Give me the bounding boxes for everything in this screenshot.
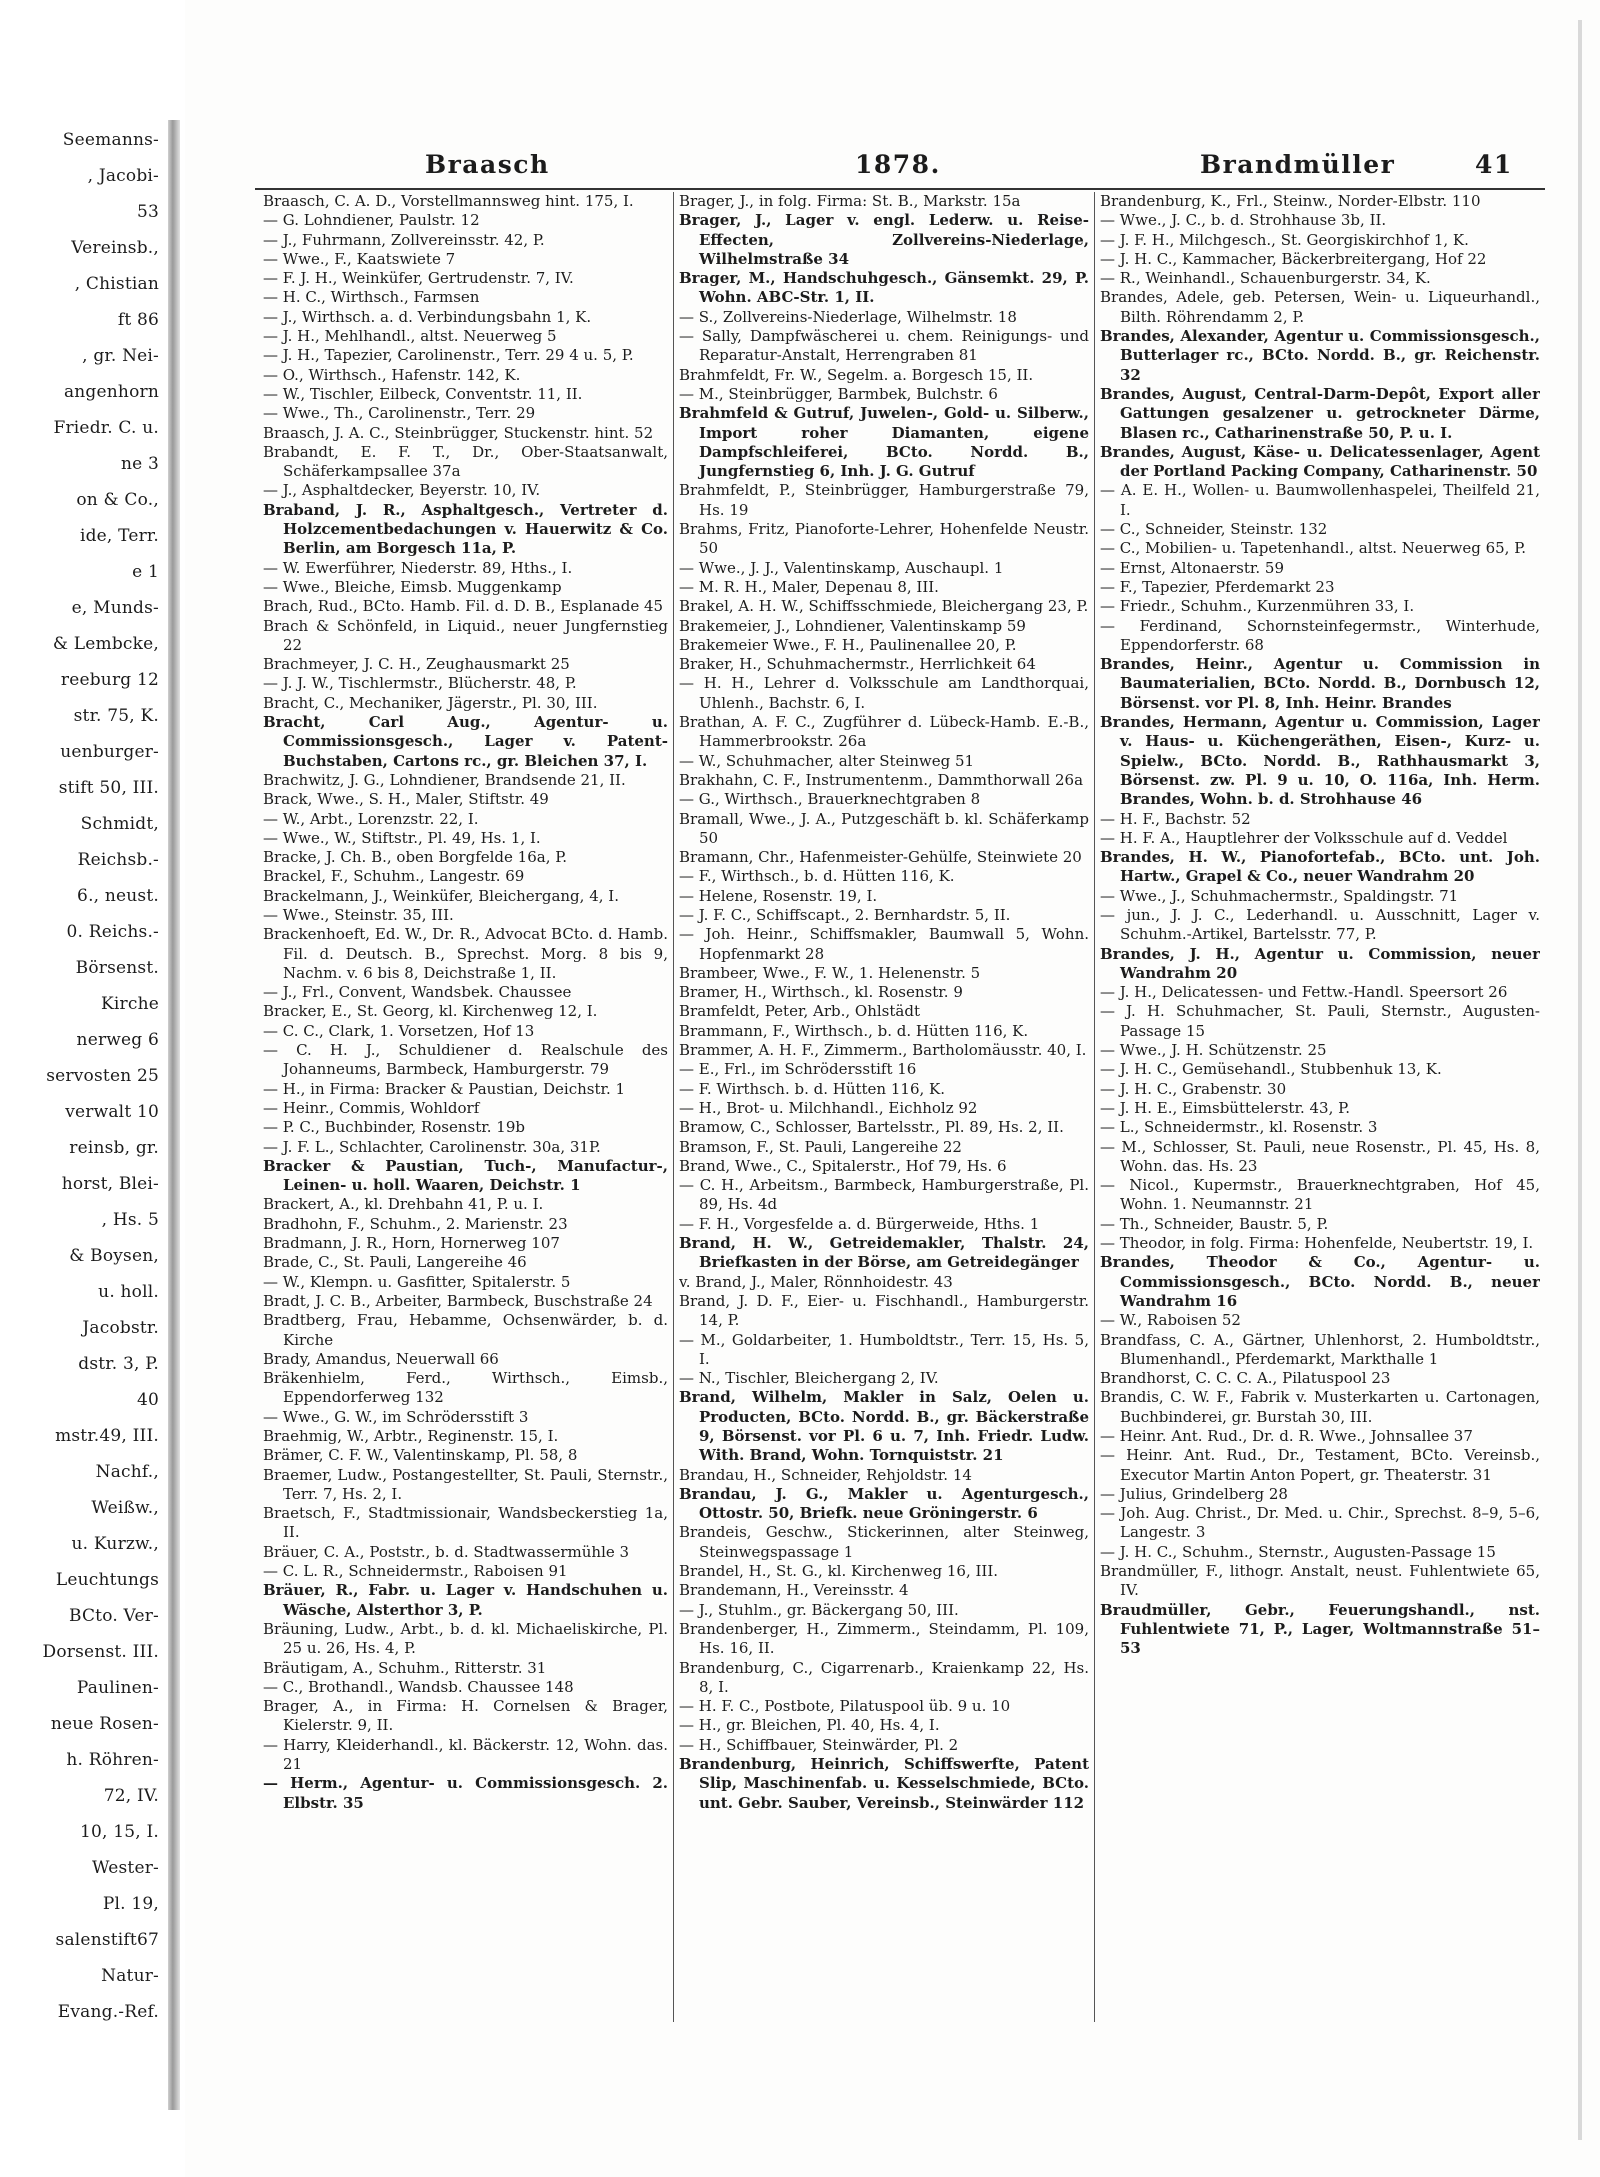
previous-page-fragment: Friedr. C. u. <box>53 418 159 438</box>
directory-entry: Bracht, C., Mechaniker, Jägerstr., Pl. 30, III. <box>263 693 598 712</box>
previous-page-fragment: Leuchtungs <box>55 1570 159 1590</box>
directory-entry: — C., Schneider, Steinstr. 132 <box>1100 520 1328 539</box>
previous-page-fragment: Paulinen- <box>76 1678 159 1698</box>
directory-entry: Braasch, C. A. D., Vorstellmannsweg hint. 175, I. <box>263 192 634 210</box>
directory-entry: — Wwe., F., Kaatswiete 7 <box>263 249 456 268</box>
directory-entry: Brandes, August, Käse- u. Delicatessenlager, Agent der Portland Packing Company, Catharinenstr. 50 <box>1100 442 1540 481</box>
directory-entry: Brahmfeldt, Fr. W., Segelm. a. Borgesch 15, II. <box>679 365 1034 384</box>
directory-entry: Bradhohn, F., Schuhm., 2. Marienstr. 23 <box>263 1214 568 1233</box>
directory-entry: Bräuning, Ludw., Arbt., b. d. kl. Michaeliskirche, Pl. 25 u. 26, Hs. 4, P. <box>263 1619 668 1658</box>
previous-page-strip <box>0 130 165 2090</box>
directory-entry: — Joh. Heinr., Schiffsmakler, Baumwall 5, Wohn. Hopfenmarkt 28 <box>679 925 1089 963</box>
directory-entry: — Heinr., Commis, Wohldorf <box>263 1098 480 1117</box>
directory-entry: — S., Zollvereins-Niederlage, Wilhelmstr. 18 <box>679 307 1017 326</box>
previous-page-fragment: 6., neust. <box>77 886 159 906</box>
directory-entry: — H., in Firma: Bracker & Paustian, Deichstr. 1 <box>263 1079 626 1098</box>
previous-page-fragment: Weißw., <box>91 1498 159 1518</box>
previous-page-fragment: Natur- <box>101 1966 159 1986</box>
previous-page-fragment: 72, IV. <box>103 1786 159 1806</box>
previous-page-fragment: ne 3 <box>120 454 159 474</box>
directory-entry: Brandes, Theodor & Co., Agentur- u. Commissionsgesch., BCto. Nordd. B., neuer Wandrahm 16 <box>1100 1253 1540 1310</box>
directory-entry: — J., Asphaltdecker, Beyerstr. 10, IV. <box>263 481 541 500</box>
directory-entry: Brack, Wwe., S. H., Maler, Stiftstr. 49 <box>263 790 549 809</box>
previous-page-fragment: mstr.49, III. <box>55 1426 159 1446</box>
directory-entry: — J. H. E., Eimsbüttelerstr. 43, P. <box>1100 1098 1350 1117</box>
previous-page-fragment: 10, 15, I. <box>80 1822 159 1842</box>
page-number: 41 <box>1475 150 1513 179</box>
directory-entry: — Sally, Dampfwäscherei u. chem. Reinigungs- und Reparatur-Anstalt, Herrengraben 81 <box>679 327 1089 365</box>
directory-entry: Bramson, F., St. Pauli, Langereihe 22 <box>679 1137 962 1156</box>
book-gutter <box>168 120 180 2110</box>
directory-entry: — Helene, Rosenstr. 19, I. <box>679 886 878 905</box>
previous-page-fragment: Wester- <box>91 1858 159 1878</box>
directory-entry: — J. H. C., Gemüsehandl., Stubbenhuk 13, K. <box>1100 1060 1442 1079</box>
previous-page-fragment: Börsenst. <box>75 958 159 978</box>
directory-entry: — J. F. L., Schlachter, Carolinenstr. 30a, 31P. <box>263 1137 601 1156</box>
directory-entry: — H., Brot- u. Milchhandl., Eichholz 92 <box>679 1098 978 1117</box>
directory-entry: Bradmann, J. R., Horn, Hornerweg 107 <box>263 1234 560 1253</box>
page-header <box>185 150 1600 190</box>
directory-page <box>185 0 1600 2177</box>
directory-entry: Brandau, J. G., Makler u. Agenturgesch., Ottostr. 50, Briefk. neue Gröningerstr. 6 <box>679 1484 1089 1523</box>
directory-entry: Bräkenhielm, Ferd., Wirthsch., Eimsb., Eppendorferweg 132 <box>263 1369 668 1407</box>
directory-entry: — J., Fuhrmann, Zollvereinsstr. 42, P. <box>263 230 545 249</box>
directory-entry: Bramow, C., Schlosser, Bartelsstr., Pl. 89, Hs. 2, II. <box>679 1118 1064 1137</box>
directory-entry: — Wwe., Th., Carolinenstr., Terr. 29 <box>263 404 536 423</box>
directory-entry: — J. H., Delicatessen- und Fettw.-Handl. Speersort 26 <box>1100 983 1508 1002</box>
previous-page-fragment: 0. Reichs.- <box>66 922 159 942</box>
directory-entry: — W., Raboisen 52 <box>1100 1311 1241 1330</box>
directory-entry: Bräutigam, A., Schuhm., Ritterstr. 31 <box>263 1658 547 1677</box>
previous-page-fragment: Kirche <box>101 994 159 1014</box>
directory-entry: — W., Schuhmacher, alter Steinweg 51 <box>679 751 975 770</box>
directory-entry: Brandemann, H., Vereinsstr. 4 <box>679 1581 909 1600</box>
directory-entry: — F., Wirthsch., b. d. Hütten 116, K. <box>679 867 955 886</box>
directory-entry: — N., Tischler, Bleichergang 2, IV. <box>679 1369 939 1388</box>
directory-entry: Brahmfeldt, P., Steinbrügger, Hamburgerstraße 79, Hs. 19 <box>679 481 1089 519</box>
directory-entry: — H., Schiffbauer, Steinwärder, Pl. 2 <box>679 1735 959 1754</box>
directory-entry: Brandis, C. W. F., Fabrik v. Musterkarten u. Cartonagen, Buchbinderei, gr. Burstah 30, III. <box>1100 1388 1540 1426</box>
directory-entry: — C., Brothandl., Wandsb. Chaussee 148 <box>263 1677 574 1696</box>
directory-entry: Brager, J., Lager v. engl. Lederw. u. Reise-Effecten, Zollvereins-Niederlage, Wilhelmstraße 34 <box>679 211 1089 268</box>
previous-page-fragment: Vereinsb., <box>71 238 159 258</box>
directory-entry: — H. F. A., Hauptlehrer der Volksschule auf d. Veddel <box>1100 828 1508 847</box>
directory-entry: Brammann, F., Wirthsch., b. d. Hütten 116, K. <box>679 1021 1029 1040</box>
previous-page-fragment: horst, Blei- <box>61 1174 159 1194</box>
directory-entry: — G. Lohndiener, Paulstr. 12 <box>263 211 480 230</box>
directory-entry: Brandenburg, Heinrich, Schiffswerfte, Patent Slip, Maschinenfab. u. Kesselschmiede, BCto. unt. Gebr. Sauber, Vereinsb., Steinwärder 112 <box>679 1755 1089 1812</box>
previous-page-fragment: , Jacobi- <box>87 166 159 186</box>
directory-entry: — Wwe., G. W., im Schrödersstift 3 <box>263 1407 529 1426</box>
directory-entry: — J. F. H., Milchgesch., St. Georgiskirchhof 1, K. <box>1100 230 1469 249</box>
directory-entry: — F. H., Vorgesfelde a. d. Bürgerweide, Hths. 1 <box>679 1214 1040 1233</box>
directory-entry: — Harry, Kleiderhandl., kl. Bäckerstr. 12, Wohn. das. 21 <box>263 1735 668 1774</box>
directory-entry: — Wwe., Steinstr. 35, III. <box>263 905 454 924</box>
directory-entry: — H. F. C., Postbote, Pilatuspool üb. 9 u. 10 <box>679 1697 1011 1716</box>
previous-page-fragment: str. 75, K. <box>73 706 159 726</box>
directory-entry: — Theodor, in folg. Firma: Hohenfelde, Neubertstr. 19, I. <box>1100 1234 1534 1253</box>
directory-entry: — O., Wirthsch., Hafenstr. 142, K. <box>263 365 521 384</box>
previous-page-fragment: Seemanns- <box>62 130 159 150</box>
previous-page-fragment: u. Kurzw., <box>71 1534 159 1554</box>
previous-page-fragment: ft 86 <box>117 310 159 330</box>
header-rule <box>255 188 1545 190</box>
directory-entry: Brandfass, C. A., Gärtner, Uhlenhorst, 2. Humboldtstr., Blumenhandl., Pferdemarkt, Markthalle 1 <box>1100 1330 1540 1368</box>
directory-entry: Brackelmann, J., Weinküfer, Bleichergang, 4, I. <box>263 886 619 905</box>
previous-page-fragment: salenstift67 <box>55 1930 159 1950</box>
directory-entry: Brade, C., St. Pauli, Langereihe 46 <box>263 1253 527 1272</box>
directory-entry: v. Brand, J., Maler, Rönnhoidestr. 43 <box>679 1272 953 1291</box>
directory-entry: — J. H. Schuhmacher, St. Pauli, Sternstr., Augusten-Passage 15 <box>1100 1002 1540 1040</box>
column-divider-2 <box>1094 192 1095 2022</box>
directory-entry: Brady, Amandus, Neuerwall 66 <box>263 1349 499 1368</box>
previous-page-fragment: Dorsenst. III. <box>42 1642 159 1662</box>
directory-entry: — G., Wirthsch., Brauerknechtgraben 8 <box>679 790 981 809</box>
directory-entry: — Heinr. Ant. Rud., Dr., Testament, BCto. Vereinsb., Executor Martin Anton Popert, gr. Theaterstr. 31 <box>1100 1446 1540 1484</box>
previous-page-fragment: on & Co., <box>76 490 159 510</box>
directory-entry: — R., Weinhandl., Schauenburgerstr. 34, K. <box>1100 269 1431 288</box>
directory-entry: Braetsch, F., Stadtmissionair, Wandsbeckerstieg 1a, II. <box>263 1504 668 1542</box>
directory-entry: Brakemeier, J., Lohndiener, Valentinskamp 59 <box>679 616 1026 635</box>
directory-entry: Brand, Wilhelm, Makler in Salz, Oelen u. Producten, BCto. Nordd. B., gr. Bäckerstraße 9, Börsenst. vor Pl. 6 u. 7, Inh. Friedr. Ludw. With. Brand, Wohn. Tornquiststr. 21 <box>679 1388 1089 1465</box>
directory-entry: — E., Frl., im Schrödersstift 16 <box>679 1060 917 1079</box>
directory-entry: Braudmüller, Gebr., Feuerungshandl., nst. Fuhlentwiete 71, P., Lager, Woltmannstraße 51–53 <box>1100 1600 1540 1658</box>
directory-entry: — C. H. J., Schuldiener d. Realschule des Johanneums, Barmbeck, Hamburgerstr. 79 <box>263 1041 668 1079</box>
directory-entry: — Ernst, Altonaerstr. 59 <box>1100 558 1285 577</box>
directory-entry: — W., Arbt., Lorenzstr. 22, I. <box>263 809 479 828</box>
directory-entry: Bräuer, C. A., Poststr., b. d. Stadtwassermühle 3 <box>263 1542 630 1561</box>
directory-entry: Brandes, Adele, geb. Petersen, Wein- u. Liqueurhandl., Bilth. Röhrendamm 2, P. <box>1100 288 1540 326</box>
directory-entry: Brach, Rud., BCto. Hamb. Fil. d. D. B., Esplanade 45 <box>263 597 664 616</box>
previous-page-fragment: e 1 <box>132 562 159 582</box>
directory-entry: Brandel, H., St. G., kl. Kirchenweg 16, III. <box>679 1562 999 1581</box>
directory-entry: Brandmüller, F., lithogr. Anstalt, neust. Fuhlentwiete 65, IV. <box>1100 1562 1540 1600</box>
previous-page-fragment: 53 <box>136 202 159 222</box>
directory-entry: — A. E. H., Wollen- u. Baumwollenhaspelei, Theilfeld 21, I. <box>1100 481 1540 519</box>
directory-entry: Bräuer, R., Fabr. u. Lager v. Handschuhen u. Wäsche, Alsterthor 3, P. <box>263 1581 668 1619</box>
previous-page-fragment: ide, Terr. <box>79 526 159 546</box>
directory-entry: Brandes, August, Central-Darm-Depôt, Export aller Gattungen gesalzener u. getrockneter Därme, Blasen rc., Catharinenstraße 50, P. u. I. <box>1100 384 1540 442</box>
directory-entry: Brahms, Fritz, Pianoforte-Lehrer, Hohenfelde Neustr. 50 <box>679 520 1089 558</box>
column-1 <box>263 192 668 2022</box>
previous-page-fragment: verwalt 10 <box>65 1102 159 1122</box>
directory-entry: — J. H. C., Kammacher, Bäckerbreitergang, Hof 22 <box>1100 249 1487 268</box>
directory-entry: — M., Steinbrügger, Barmbek, Bulchstr. 6 <box>679 384 998 403</box>
directory-entry: — F., Tapezier, Pferdemarkt 23 <box>1100 577 1335 596</box>
directory-entry: Brachwitz, J. G., Lohndiener, Brandsende 21, II. <box>263 770 626 789</box>
directory-entry: — C. C., Clark, 1. Vorsetzen, Hof 13 <box>263 1021 535 1040</box>
directory-entry: — W. Ewerführer, Niederstr. 89, Hths., I. <box>263 558 573 577</box>
directory-entry: — J. J. W., Tischlermstr., Blücherstr. 48, P. <box>263 674 577 693</box>
previous-page-fragment: angenhorn <box>63 382 159 402</box>
previous-page-fragment: , Hs. 5 <box>101 1210 159 1230</box>
directory-entry: Brakhahn, C. F., Instrumentenm., Dammthorwall 26a <box>679 770 1084 789</box>
directory-entry: — Ferdinand, Schornsteinfegermstr., Winterhude, Eppendorferstr. 68 <box>1100 616 1540 654</box>
directory-entry: — J., Frl., Convent, Wandsbek. Chaussee <box>263 983 572 1002</box>
directory-entry: — P. C., Buchbinder, Rosenstr. 19b <box>263 1118 525 1137</box>
directory-entry: Bramfeldt, Peter, Arb., Ohlstädt <box>679 1002 920 1021</box>
directory-entry: Brandes, Alexander, Agentur u. Commissionsgesch., Butterlager rc., BCto. Nordd. B., gr. Reichenstr. 32 <box>1100 327 1540 384</box>
previous-page-fragment: servosten 25 <box>46 1066 159 1086</box>
directory-entry: — Heinr. Ant. Rud., Dr. d. R. Wwe., Johnsallee 37 <box>1100 1427 1473 1445</box>
directory-entry: Brakemeier Wwe., F. H., Paulinenallee 20, P. <box>679 635 1017 654</box>
previous-page-fragment: Evang.-Ref. <box>57 2002 159 2022</box>
previous-page-fragment: Schmidt, <box>80 814 159 834</box>
directory-entry: Brandhorst, C. C. C. A., Pilatuspool 23 <box>1100 1369 1391 1388</box>
directory-entry: Brager, M., Handschuhgesch., Gänsemkt. 29, P. Wohn. ABC-Str. 1, II. <box>679 269 1089 307</box>
directory-entry: Brandes, H. W., Pianofortefab., BCto. unt. Joh. Hartw., Grapel & Co., neuer Wandrahm 20 <box>1100 848 1540 886</box>
directory-entry: Brahmfeld & Gutruf, Juwelen-, Gold- u. Silberw., Import roher Diamanten, eigene Dampfschleiferei, BCto. Nordd. B., Jungfernstieg 6, Inh. J. G. Gutruf <box>679 404 1089 481</box>
directory-entry: Brandenburg, C., Cigarrenarb., Kraienkamp 22, Hs. 8, I. <box>679 1658 1089 1696</box>
previous-page-fragment: neue Rosen- <box>50 1714 159 1734</box>
directory-entry: Brach & Schönfeld, in Liquid., neuer Jungfernstieg 22 <box>263 616 668 654</box>
directory-entry: — H. F., Bachstr. 52 <box>1100 809 1251 828</box>
directory-entry: Brammer, A. H. F., Zimmerm., Bartholomäusstr. 40, I. <box>679 1041 1087 1060</box>
directory-entry: — Wwe., Bleiche, Eimsb. Muggenkamp <box>263 577 562 596</box>
directory-entry: Braemer, Ludw., Postangestellter, St. Pauli, Sternstr., Terr. 7, Hs. 2, I. <box>263 1465 668 1503</box>
directory-entry: — Herm., Agentur- u. Commissionsgesch. 2. Elbstr. 35 <box>263 1774 668 1812</box>
page-edge <box>1578 20 1582 2140</box>
directory-entry: Brand, Wwe., C., Spitalerstr., Hof 79, Hs. 6 <box>679 1156 1007 1175</box>
column-divider-1 <box>673 192 674 2022</box>
directory-entry: Brandes, J. H., Agentur u. Commission, neuer Wandrahm 20 <box>1100 944 1540 982</box>
previous-page-fragment: Reichsb.- <box>77 850 159 870</box>
previous-page-fragment: 40 <box>136 1390 159 1410</box>
previous-page-fragment: Pl. 19, <box>102 1894 159 1914</box>
previous-page-fragment: nerweg 6 <box>76 1030 159 1050</box>
directory-entry: — W., Tischler, Eilbeck, Conventstr. 11, II. <box>263 384 583 403</box>
previous-page-fragment: h. Röhren- <box>66 1750 159 1770</box>
directory-entry: — Th., Schneider, Baustr. 5, P. <box>1100 1214 1329 1233</box>
directory-entry: — Nicol., Kupermstr., Brauerknechtgraben, Hof 45, Wohn. 1. Neumannstr. 21 <box>1100 1176 1540 1214</box>
directory-entry: — J., Stuhlm., gr. Bäckergang 50, III. <box>679 1600 959 1619</box>
previous-page-fragment: stift 50, III. <box>58 778 159 798</box>
previous-page-fragment: Nachf., <box>95 1462 159 1482</box>
directory-entry: Braasch, J. A. C., Steinbrügger, Stuckenstr. hint. 52 <box>263 423 654 442</box>
directory-entry: Bramer, H., Wirthsch., kl. Rosenstr. 9 <box>679 983 963 1002</box>
directory-entry: — H. H., Lehrer d. Volksschule am Landthorquai, Uhlenh., Bachstr. 6, I. <box>679 674 1089 712</box>
column-2 <box>679 192 1089 2022</box>
directory-entry: Braehmig, W., Arbtr., Reginenstr. 15, I. <box>263 1427 559 1445</box>
directory-entry: Braker, H., Schuhmachermstr., Herrlichkeit 64 <box>679 655 1036 674</box>
directory-entry: — Wwe., J. C., b. d. Strohhause 3b, II. <box>1100 211 1387 230</box>
previous-page-fragment: u. holl. <box>98 1282 159 1302</box>
directory-entry: — J. H. C., Schuhm., Sternstr., Augusten-Passage 15 <box>1100 1542 1496 1561</box>
directory-entry: — Wwe., W., Stiftstr., Pl. 49, Hs. 1, I. <box>263 828 541 847</box>
previous-page-fragment: Jacobstr. <box>82 1318 159 1338</box>
directory-entry: Brackert, A., kl. Drehbahn 41, P. u. I. <box>263 1195 544 1214</box>
directory-entry: Bracker, E., St. Georg, kl. Kirchenweg 12, I. <box>263 1002 598 1021</box>
previous-page-fragment: & Boysen, <box>69 1246 159 1266</box>
directory-entry: Brämer, C. F. W., Valentinskamp, Pl. 58, 8 <box>263 1446 578 1465</box>
previous-page-fragment: e, Munds- <box>71 598 159 618</box>
directory-entry: Braband, J. R., Asphaltgesch., Vertreter d. Holzcementbedachungen v. Hauerwitz & Co. Berlin, am Borgesch 11a, P. <box>263 500 668 558</box>
previous-page-fragment: reeburg 12 <box>60 670 159 690</box>
directory-entry: — Wwe., J. H. Schützenstr. 25 <box>1100 1041 1327 1060</box>
directory-entry: Brabandt, E. F. T., Dr., Ober-Staatsanwalt, Schäferkampsallee 37a <box>263 442 668 481</box>
directory-entry: Brandes, Heinr., Agentur u. Commission in Baumaterialien, BCto. Nordd. B., Dornbusch 12, Börsenst. vor Pl. 8, Inh. Heinr. Brandes <box>1100 655 1540 712</box>
directory-entry: Brand, H. W., Getreidemakler, Thalstr. 24, Briefkasten in der Börse, am Getreidegänger <box>679 1234 1089 1272</box>
directory-entry: Brandau, H., Schneider, Rehjoldstr. 14 <box>679 1465 972 1484</box>
header-year: 1878. <box>855 150 941 179</box>
directory-entry: Brager, A., in Firma: H. Cornelsen & Brager, Kielerstr. 9, II. <box>263 1697 668 1735</box>
directory-entry: — C., Mobilien- u. Tapetenhandl., altst. Neuerweg 65, P. <box>1100 539 1527 558</box>
directory-entry: Bramann, Chr., Hafenmeister-Gehülfe, Steinwiete 20 <box>679 848 1082 867</box>
directory-entry: Brackenhoeft, Ed. W., Dr. R., Advocat BCto. d. Hamb. Fil. d. Deutsch. B., Sprechst. Morg. 8 bis 9, Nachm. v. 6 bis 8, Deichstraße 1, II. <box>263 925 668 982</box>
directory-entry: — J. F. C., Schiffscapt., 2. Bernhardstr. 5, II. <box>679 905 1011 924</box>
directory-entry: — M., Goldarbeiter, 1. Humboldtstr., Terr. 15, Hs. 5, I. <box>679 1330 1089 1368</box>
directory-entry: — C. L. R., Schneidermstr., Raboisen 91 <box>263 1562 568 1581</box>
directory-entry: — M., Schlosser, St. Pauli, neue Rosenstr., Pl. 45, Hs. 8, Wohn. das. Hs. 23 <box>1100 1137 1540 1175</box>
directory-entry: — L., Schneidermstr., kl. Rosenstr. 3 <box>1100 1118 1378 1137</box>
directory-entry: Bracke, J. Ch. B., oben Borgfelde 16a, P. <box>263 848 568 867</box>
directory-entry: — J., Wirthsch. a. d. Verbindungsbahn 1, K. <box>263 307 592 326</box>
previous-page-fragment: BCto. Ver- <box>68 1606 159 1626</box>
directory-entry: Bramall, Wwe., J. A., Putzgeschäft b. kl. Schäferkamp 50 <box>679 809 1089 847</box>
directory-entry: — Joh. Aug. Christ., Dr. Med. u. Chir., Sprechst. 8–9, 5–6, Langestr. 3 <box>1100 1504 1540 1542</box>
directory-entry: Brand, J. D. F., Eier- u. Fischhandl., Hamburgerstr. 14, P. <box>679 1291 1089 1330</box>
directory-entry: Brandenburg, K., Frl., Steinw., Norder-Elbstr. 110 <box>1100 192 1481 210</box>
directory-entry: Brager, J., in folg. Firma: St. B., Markstr. 15a <box>679 192 1021 210</box>
header-left-word: Braasch <box>425 150 550 179</box>
directory-entry: — J. H. C., Grabenstr. 30 <box>1100 1079 1287 1098</box>
directory-entry: — Wwe., J., Schuhmachermstr., Spaldingstr. 71 <box>1100 886 1459 905</box>
directory-entry: Brachmeyer, J. C. H., Zeughausmarkt 25 <box>263 655 570 674</box>
directory-entry: — Friedr., Schuhm., Kurzenmühren 33, I. <box>1100 597 1415 616</box>
directory-entry: — F. Wirthsch. b. d. Hütten 116, K. <box>679 1079 946 1098</box>
directory-entry: — J. H., Tapezier, Carolinenstr., Terr. 29 4 u. 5, P. <box>263 346 634 365</box>
directory-entry: — J. H., Mehlhandl., altst. Neuerweg 5 <box>263 327 557 346</box>
directory-entry: Brandenberger, H., Zimmerm., Steindamm, Pl. 109, Hs. 16, II. <box>679 1619 1089 1658</box>
directory-entry: Bracht, Carl Aug., Agentur- u. Commissionsgesch., Lager v. Patent-Buchstaben, Cartons rc., gr. Bleichen 37, I. <box>263 713 668 770</box>
directory-entry: Bradtberg, Frau, Hebamme, Ochsenwärder, b. d. Kirche <box>263 1311 668 1349</box>
directory-entry: Brambeer, Wwe., F. W., 1. Helenenstr. 5 <box>679 963 981 982</box>
directory-entry: — H. C., Wirthsch., Farmsen <box>263 288 480 307</box>
directory-entry: Bracker & Paustian, Tuch-, Manufactur-, Leinen- u. holl. Waaren, Deichstr. 1 <box>263 1156 668 1195</box>
previous-page-fragment: uenburger- <box>60 742 159 762</box>
previous-page-fragment: reinsb, gr. <box>69 1138 159 1158</box>
directory-entry: Bradt, J. C. B., Arbeiter, Barmbeck, Buschstraße 24 <box>263 1291 653 1310</box>
directory-entry: Brathan, A. F. C., Zugführer d. Lübeck-Hamb. E.-B., Hammerbrookstr. 26a <box>679 713 1089 751</box>
directory-entry: Brandeis, Geschw., Stickerinnen, alter Steinweg, Steinwegspassage 1 <box>679 1523 1089 1561</box>
previous-page-fragment: & Lembcke, <box>52 634 159 654</box>
previous-page-fragment: dstr. 3, P. <box>78 1354 159 1374</box>
directory-entry: — Wwe., J. J., Valentinskamp, Auschaupl. 1 <box>679 558 1004 577</box>
header-right-word: Brandmüller <box>1200 150 1396 179</box>
previous-page-fragment: , gr. Nei- <box>82 346 159 366</box>
previous-page-fragment: , Chistian <box>74 274 159 294</box>
directory-entry: Brakel, A. H. W., Schiffsschmiede, Bleichergang 23, P. <box>679 597 1089 616</box>
column-3 <box>1100 192 1540 2022</box>
directory-entry: Brandes, Hermann, Agentur u. Commission, Lager v. Haus- u. Küchengeräthen, Eisen-, Kurz- u. Spielw., BCto. Nordd. B., Rathhausmarkt 3, Börsenst. zw. Pl. 9 u. 10, O. 116a, Inh. Herm. Brandes, Wohn. b. d. Strohhause 46 <box>1100 713 1540 809</box>
directory-entry: — Julius, Grindelberg 28 <box>1100 1484 1288 1503</box>
directory-entry: — C. H., Arbeitsm., Barmbeck, Hamburgerstraße, Pl. 89, Hs. 4d <box>679 1176 1089 1214</box>
directory-entry: — F. J. H., Weinküfer, Gertrudenstr. 7, IV. <box>263 269 574 288</box>
directory-entry: Brackel, F., Schuhm., Langestr. 69 <box>263 867 525 886</box>
directory-entry: — H., gr. Bleichen, Pl. 40, Hs. 4, I. <box>679 1716 940 1735</box>
directory-entry: — M. R. H., Maler, Depenau 8, III. <box>679 577 939 596</box>
directory-entry: — jun., J. J. C., Lederhandl. u. Ausschnitt, Lager v. Schuhm.-Artikel, Bartelsstr. 77, P. <box>1100 905 1540 944</box>
directory-entry: — W., Klempn. u. Gasfitter, Spitalerstr. 5 <box>263 1272 571 1291</box>
